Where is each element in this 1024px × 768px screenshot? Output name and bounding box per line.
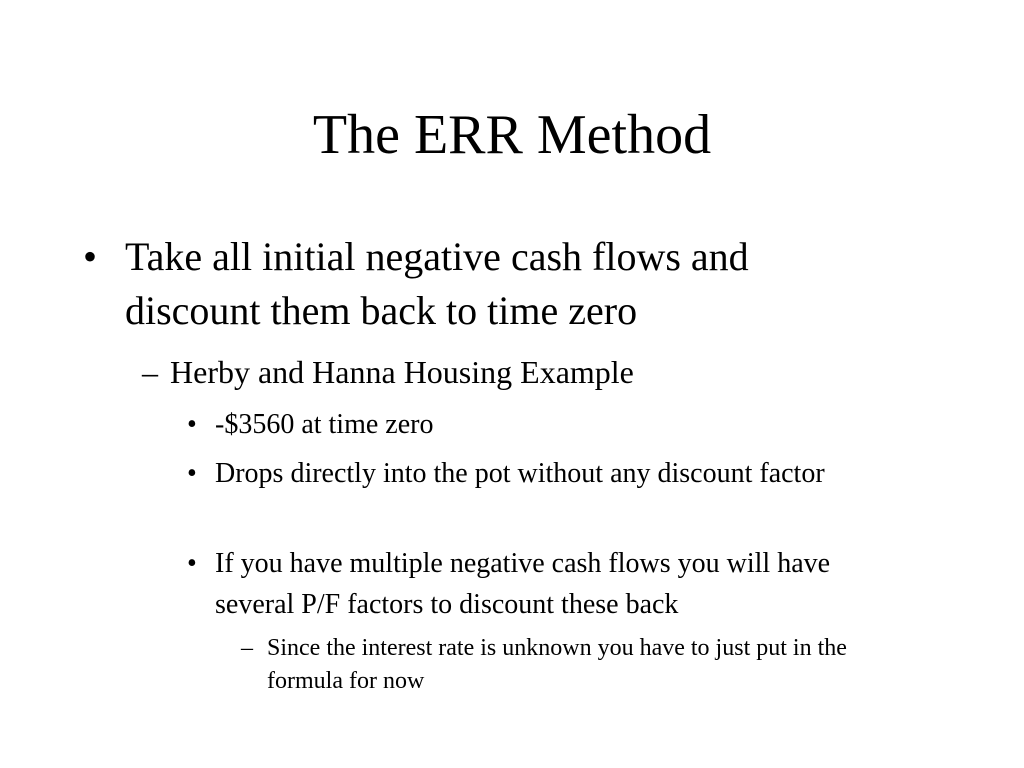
bullet-level-3 <box>187 543 915 625</box>
dash-marker: – <box>241 635 253 661</box>
bullet-text: Since the interest rate is unknown you have to just put in the formula for now <box>267 635 847 694</box>
bullet-marker: • <box>83 234 98 279</box>
bullet-marker: • <box>187 409 197 440</box>
bullet-text: -$3560 at time zero <box>215 409 434 440</box>
bullet-marker: • <box>187 548 197 579</box>
bullet-text: Take all initial negative cash flows and discount them back to time zero <box>125 234 749 333</box>
slide-title: The ERR Method <box>312 104 712 166</box>
bullet-text: Drops directly into the pot without any discount factor <box>215 458 825 489</box>
dash-marker: – <box>142 354 158 390</box>
bullet-level-4 <box>241 632 927 698</box>
bullet-level-3 <box>187 404 915 445</box>
bullet-level-1 <box>83 230 885 338</box>
bullet-level-3 <box>187 453 915 494</box>
bullet-text: If you have multiple negative cash flows you will have several P/F factors to discount these back <box>215 548 831 620</box>
bullet-level-2 <box>142 352 930 392</box>
bullet-text: Herby and Hanna Housing Example <box>170 354 634 390</box>
bullet-marker: • <box>187 458 197 489</box>
